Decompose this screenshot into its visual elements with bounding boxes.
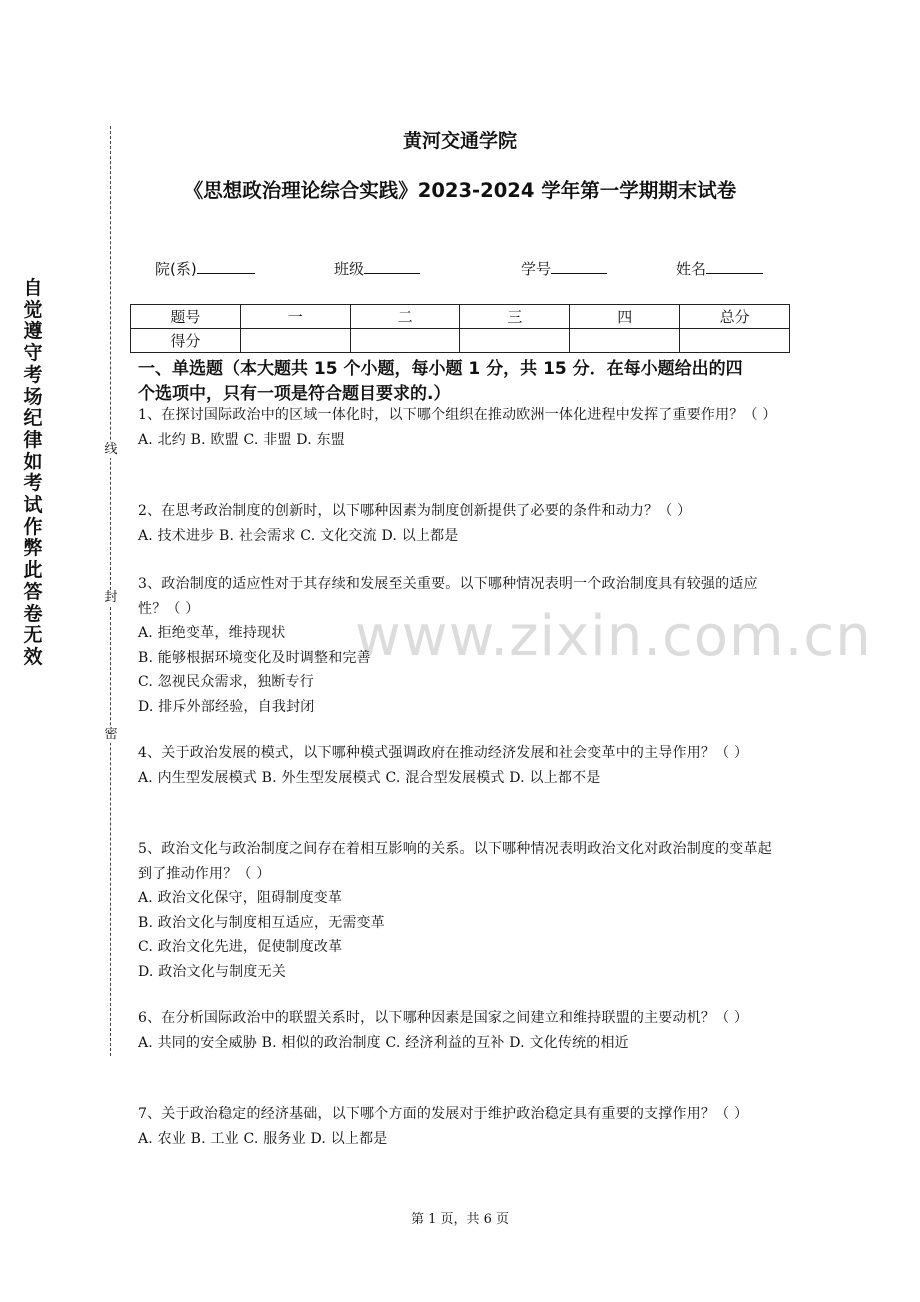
question-stem: 5、政治文化与政治制度之间存在着相互影响的关系。以下哪种情况表明政治文化对政治制度的变革起到了推动作用？（ ）: [138, 841, 772, 882]
name-label: 姓名: [676, 260, 707, 278]
score-cell[interactable]: [240, 329, 350, 353]
question-option[interactable]: A. 共同的安全威胁 B. 相似的政治制度 C. 经济利益的互补 D. 文化传统的相近: [138, 1034, 629, 1051]
question-1: [138, 403, 784, 452]
name-blank[interactable]: [706, 259, 763, 274]
score-cell[interactable]: [460, 329, 570, 353]
student-id-blank[interactable]: [551, 259, 607, 274]
score-table-header: 三: [460, 305, 570, 329]
question-stem: 3、政治制度的适应性对于其存续和发展至关重要。以下哪种情况表明一个政治制度具有较强的适应性？（ ）: [138, 576, 758, 617]
exam-discipline-notice: 自觉遵守考场纪律如考试作弊此答卷无效: [23, 277, 43, 668]
question-option[interactable]: C. 忽视民众需求，独断专行: [138, 674, 314, 690]
question-4: [138, 741, 784, 790]
question-option[interactable]: D. 排斥外部经验，自我封闭: [138, 698, 315, 715]
question-option[interactable]: B. 能够根据环境变化及时调整和完善: [138, 649, 371, 666]
score-table-header-row: [131, 305, 790, 329]
question-7: [138, 1102, 784, 1151]
question-option[interactable]: A. 技术进步 B. 社会需求 C. 文化交流 D. 以上都是: [138, 527, 459, 544]
seal-mark-xian: 线: [104, 442, 118, 457]
score-table-header: 一: [240, 305, 350, 329]
class-field[interactable]: [334, 258, 420, 279]
question-option[interactable]: A. 北约 B. 欧盟 C. 非盟 D. 东盟: [138, 431, 345, 448]
school-name: 黄河交通学院: [402, 130, 517, 152]
question-option[interactable]: A. 农业 B. 工业 C. 服务业 D. 以上都是: [138, 1130, 388, 1147]
question-stem: 2、在思考政治制度的创新时，以下哪种因素为制度创新提供了必要的条件和动力？（ ）: [138, 503, 692, 519]
question-stem: 1、在探讨国际政治中的区域一体化时，以下哪个组织在推动欧洲一体化进程中发挥了重要作用？（ ）: [138, 407, 777, 423]
question-stem: 6、在分析国际政治中的联盟关系时，以下哪种因素是国家之间建立和维持联盟的主要动机？（ ）: [138, 1010, 749, 1026]
score-cell[interactable]: [570, 329, 680, 353]
question-option[interactable]: B. 政治文化与制度相互适应，无需变革: [138, 914, 385, 931]
department-field[interactable]: [155, 258, 255, 279]
watermark: www.zixin.com.cn: [355, 604, 872, 669]
score-table-header: 总分: [680, 305, 790, 329]
question-5: [138, 837, 784, 984]
score-table: [130, 304, 790, 353]
section-heading-line: 一、单选题（本大题共 15 个小题，每小题 1 分，共 15 分．在每小题给出的四: [138, 359, 743, 379]
question-6: [138, 1006, 784, 1055]
seal-mark-feng: 封: [104, 590, 118, 605]
score-table-header: 四: [570, 305, 680, 329]
question-3: [138, 572, 784, 719]
department-label: 院(系): [155, 260, 197, 278]
exam-title: 《思想政治理论综合实践》2023-2024 学年第一学期期末试卷: [183, 179, 737, 202]
name-field[interactable]: [676, 258, 763, 279]
score-table-header: 题号: [131, 305, 241, 329]
score-cell[interactable]: [680, 329, 790, 353]
score-row-label: 得分: [131, 329, 241, 353]
student-id-field[interactable]: [521, 258, 607, 279]
department-blank[interactable]: [197, 259, 255, 274]
question-option[interactable]: A. 内生型发展模式 B. 外生型发展模式 C. 混合型发展模式 D. 以上都不是: [138, 769, 601, 786]
question-option[interactable]: A. 拒绝变革，维持现状: [138, 625, 286, 641]
question-option[interactable]: D. 政治文化与制度无关: [138, 963, 287, 980]
class-label: 班级: [334, 260, 365, 278]
page-number: 第 1 页，共 6 页: [410, 1212, 510, 1227]
score-table-header: 二: [350, 305, 460, 329]
seal-mark-mi: 密: [104, 727, 118, 742]
question-option[interactable]: C. 政治文化先进，促使制度改革: [138, 939, 343, 955]
student-id-label: 学号: [521, 260, 552, 278]
section-heading-line: 个选项中，只有一项是符合题目要求的.）: [138, 384, 451, 404]
question-2: [138, 499, 784, 548]
section-heading: [138, 357, 788, 407]
score-cell[interactable]: [350, 329, 460, 353]
question-stem: 7、关于政治稳定的经济基础，以下哪个方面的发展对于维护政治稳定具有重要的支撑作用？（ ）: [138, 1106, 749, 1122]
score-table-score-row: [131, 329, 790, 353]
class-blank[interactable]: [364, 259, 420, 274]
question-stem: 4、关于政治发展的模式，以下哪种模式强调政府在推动经济发展和社会变革中的主导作用？（ ）: [138, 745, 749, 761]
question-option[interactable]: A. 政治文化保守，阻碍制度变革: [138, 890, 343, 906]
